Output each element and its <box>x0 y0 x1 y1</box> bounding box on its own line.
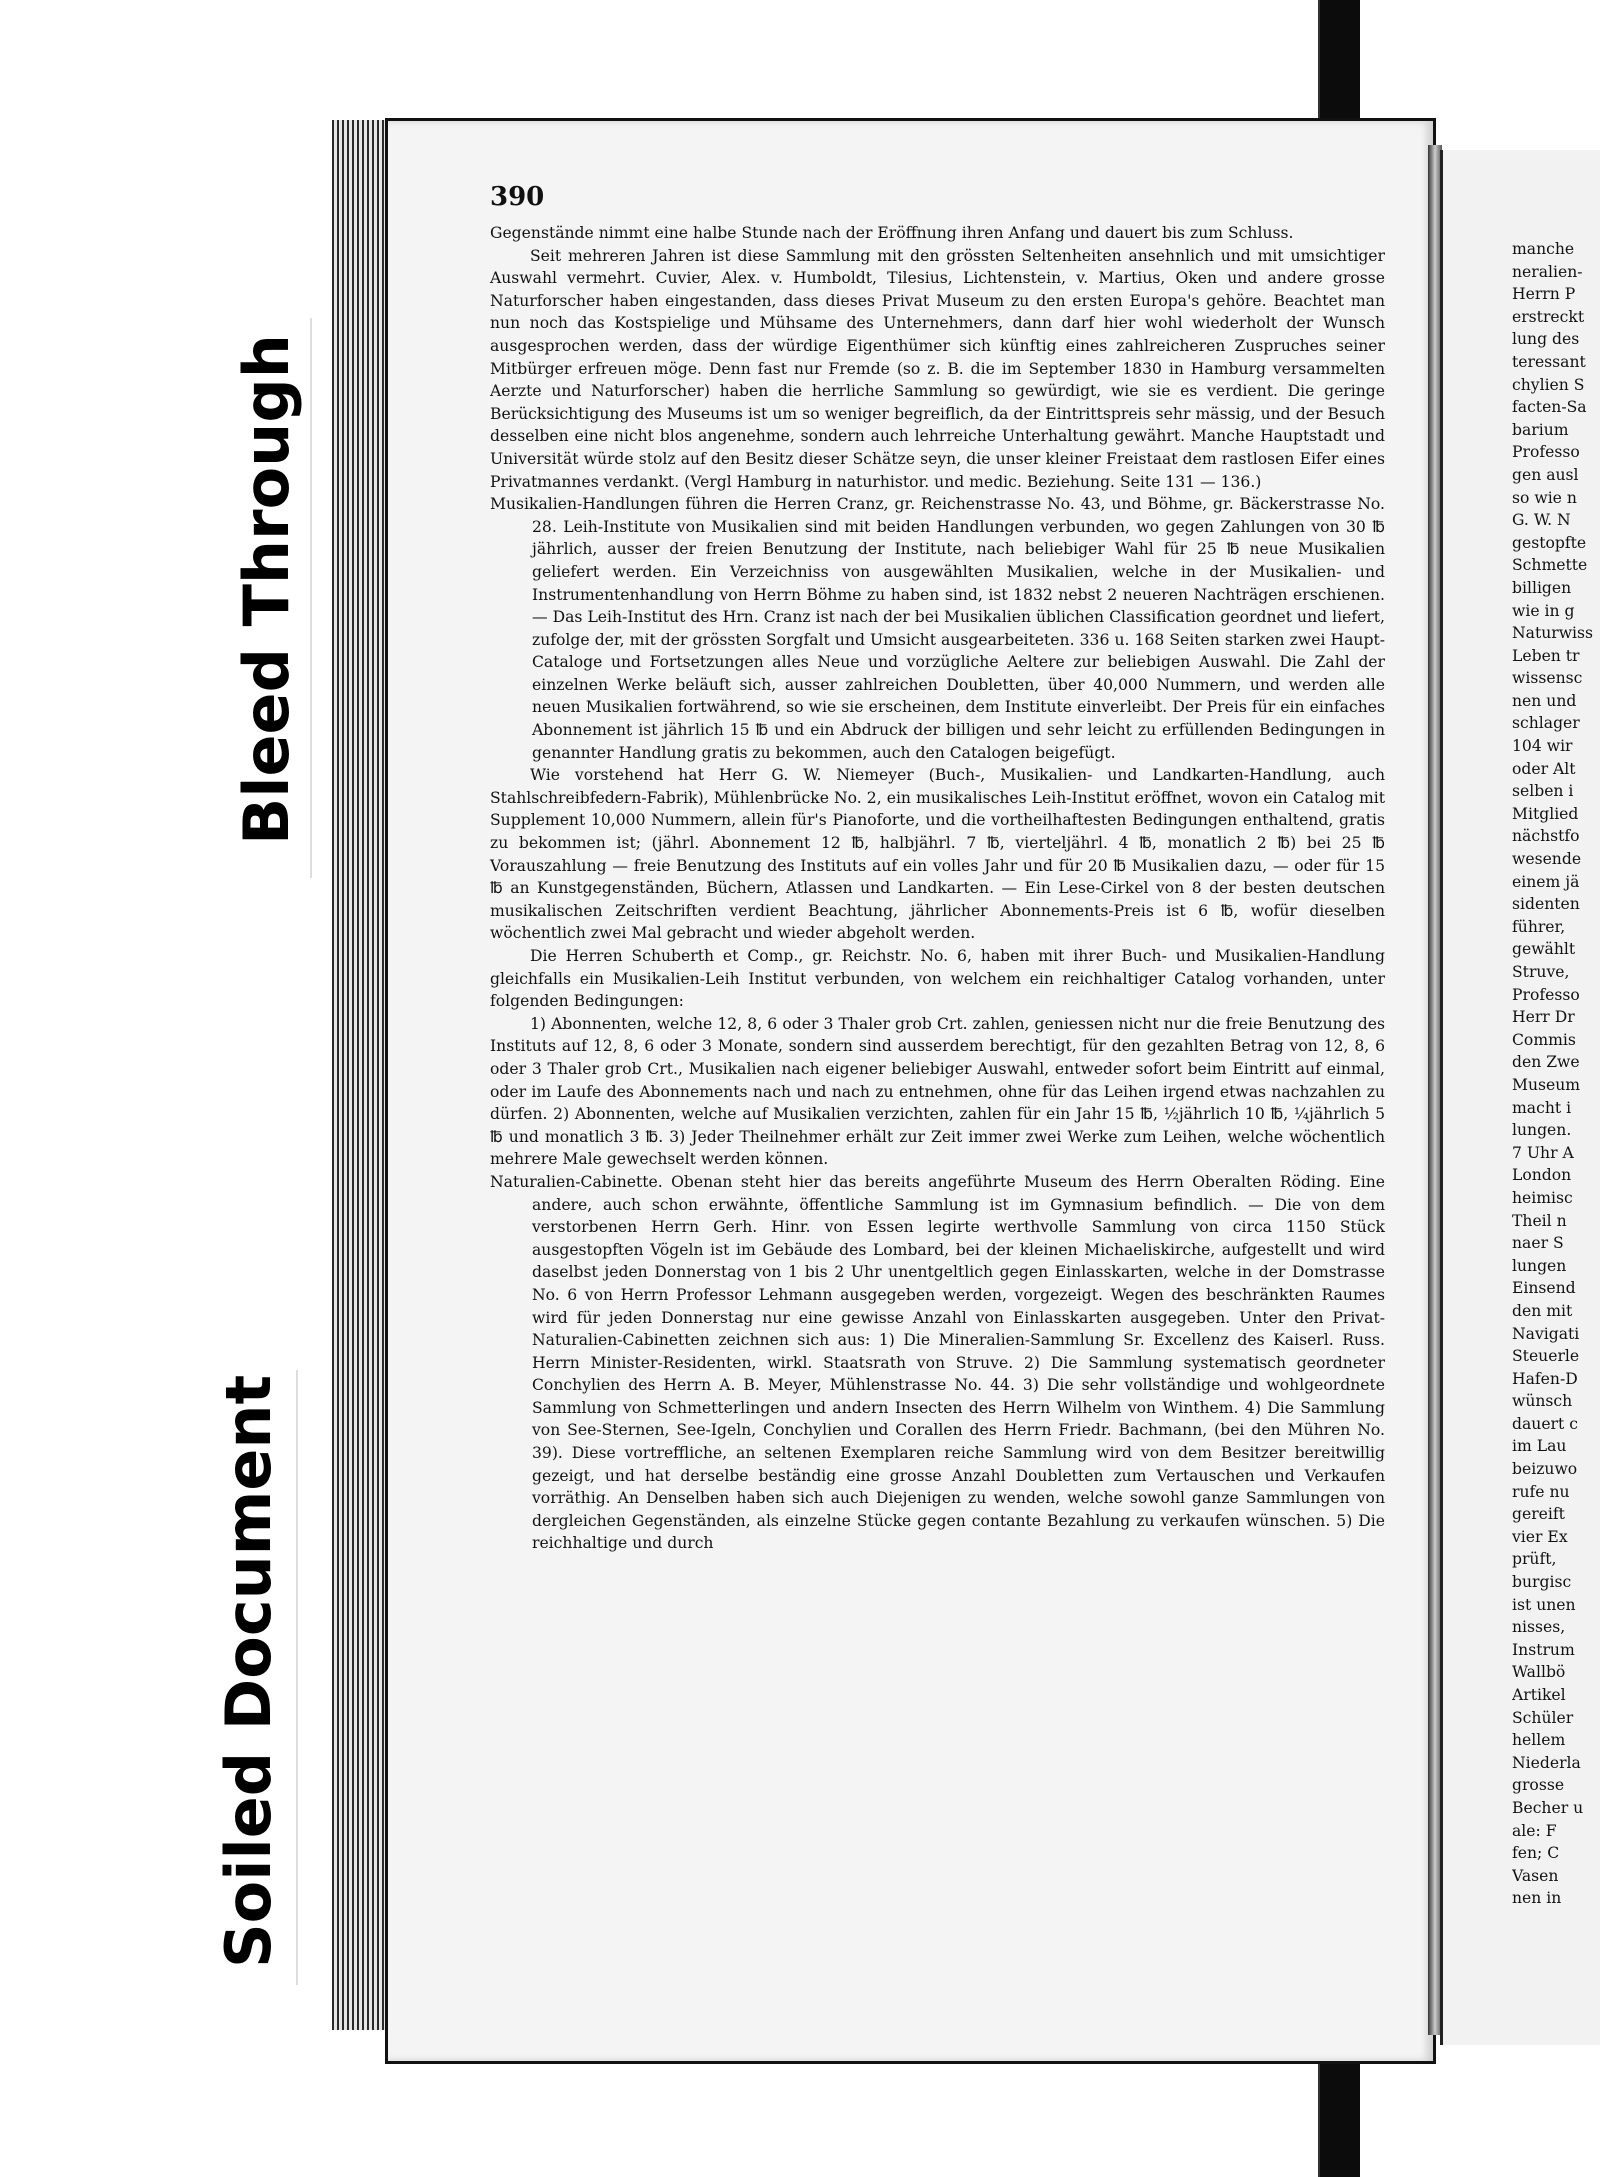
right-page-line: Commis <box>1512 1030 1576 1049</box>
right-page-line: wie in g <box>1512 601 1575 620</box>
right-page-line: vier Ex <box>1512 1527 1568 1546</box>
page-number: 390 <box>490 182 545 212</box>
right-page-line: barium <box>1512 420 1569 439</box>
right-page-line: im Lau <box>1512 1437 1567 1456</box>
right-page-line: oder Alt <box>1512 759 1576 778</box>
right-page-line: fen; C <box>1512 1844 1560 1863</box>
right-page-line: ist unen <box>1512 1595 1576 1614</box>
book-page-edges <box>332 120 390 2030</box>
right-page-line: Vasen <box>1512 1866 1559 1885</box>
right-page-line: nächstfo <box>1512 827 1580 846</box>
right-page-line: nen in <box>1512 1889 1562 1908</box>
right-page-line: heimisc <box>1512 1188 1573 1207</box>
right-page-line: schlager <box>1512 714 1580 733</box>
page-text-column <box>490 222 1385 1555</box>
right-page-line: Steuerle <box>1512 1347 1580 1366</box>
right-page-line: Mitglied <box>1512 804 1579 823</box>
right-page-line: hellem <box>1512 1731 1566 1750</box>
right-page-line: facten-Sa <box>1512 398 1587 417</box>
bleed-through-label: Bleed Through <box>230 334 303 845</box>
right-page-line: rufe nu <box>1512 1482 1570 1501</box>
right-page-line: gestopfte <box>1512 533 1587 552</box>
paragraph: Musikalien-Handlungen führen die Herren Cranz, gr. Reichenstrasse No. 43, und Böhme, gr. Bäckerstrasse No. 28. Leih-Institute von Musikalien sind mit beiden Handlungen verbunden, wo gegen Zahlungen von 30 ℔ jährlich, ausser der freien Benutzung der Institute, nach beliebiger Wahl für 25 ℔ neue Musikalien geliefert werden. Ein Verzeichniss von ausgewählten Musikalien, welche in der Musikalien- und Instrumentenhandlung von Herrn Böhme zu haben sind, ist 1832 nebst 2 neueren Nachträgen erschienen. — Das Leih-Institut des Hrn. Cranz ist nach der bei Musikalien üblichen Classification geordnet und liefert, zufolge der, mit der grössten Sorgfalt und Umsicht ausgearbeiteten. 336 u. 168 Seiten starken zwei Haupt-Cataloge und Fortsetzungen alles Neue und vorzügliche Aeltere zur beliebigen Auswahl. Die Zahl der einzelnen Werke beläuft sich, ausser zahlreichen Doubletten, über 40,000 Nummern, und werden alle neuen Musikalien fortwährend, so wie sie erscheinen, dem Institute einverleibt. Der Preis für ein einfaches Abonnement ist jährlich 15 ℔ und ein Abdruck der billigen und sehr leicht zu erfüllenden Bedingungen in genannter Handlung gratis zu bekommen, auch den Catalogen beigefügt. <box>490 495 1385 762</box>
right-page-line: den mit <box>1512 1301 1573 1320</box>
right-page-line: prüft, <box>1512 1550 1557 1569</box>
right-page-line: Becher u <box>1512 1798 1584 1817</box>
right-page-line: London <box>1512 1166 1572 1185</box>
right-page-line: gewählt <box>1512 940 1576 959</box>
right-page-line: Leben tr <box>1512 646 1580 665</box>
right-page-line: Professo <box>1512 985 1580 1004</box>
right-page-line: sidenten <box>1512 895 1580 914</box>
right-page-line: Naturwiss <box>1512 624 1594 643</box>
right-page-line: wissensc <box>1512 669 1583 688</box>
right-page-line: führer, <box>1512 917 1566 936</box>
right-page-line: gereift <box>1512 1505 1565 1524</box>
right-page-line: Instrum <box>1512 1640 1575 1659</box>
right-page-line: einem jä <box>1512 872 1580 891</box>
right-page-line: nen und <box>1512 691 1577 710</box>
right-page-line: Schmette <box>1512 556 1588 575</box>
right-page-line: lungen <box>1512 1256 1567 1275</box>
right-page-line: Theil n <box>1512 1211 1567 1230</box>
paragraph: Naturalien-Cabinette. Obenan steht hier das bereits angeführte Museum des Herrn Oberalten Röding. Eine andere, auch schon erwähnte, öffentliche Sammlung ist im Gymnasium befindlich. — Die von dem verstorbenen Herrn Gerh. Hinr. von Essen legirte werthvolle Sammlung von circa 1150 Stück ausgestopften Vögeln ist im Gebäude des Lombard, bei der kleinen Michaeliskirche, aufgestellt und wird daselbst jeden Donnerstag von 1 bis 2 Uhr unentgeltlich gegen Einlasskarten, welche in der Domstrasse No. 6 von Herrn Professor Lehmann ausgegeben werden, vorgezeigt. Wegen des beschränkten Raumes wird für jeden Donnerstag nur eine gewisse Anzahl von Einlasskarten ausgegeben. Unter den Privat-Naturalien-Cabinetten zeichnen sich aus: 1) Die Mineralien-Sammlung Sr. Excellenz des Kaiserl. Russ. Herrn Minister-Residenten, wirkl. Staatsrath von Struve. 2) Die Sammlung systematisch geordneter Conchylien des Herrn A. B. Meyer, Mühlenstrasse No. 44. 3) Die sehr vollständige und wohlgeordnete Sammlung von Schmetterlingen und andern Insecten des Herrn Wilhelm von Winthem. 4) Die Sammlung von See-Sternen, See-Igeln, Conchylien und Corallen des Herrn Friedr. Bachmann, (bei den Mühren No. 39). Diese vortreffliche, an seltenen Exemplaren reiche Sammlung wird von dem Besitzer bereitwillig gezeigt, und hat derselbe beständig eine grosse Anzahl Doubletten zum Vertauschen und Verkaufen vorräthig. An Denselben haben sich auch Diejenigen zu wenden, welche sowohl ganze Sammlungen von dergleichen Gegenständen, als einzelne Stücke gegen contante Bezahlung zu verkaufen wünschen. 5) Die reichhaltige und durch <box>490 1172 1385 1553</box>
right-page-line: dauert c <box>1512 1414 1578 1433</box>
right-page-line: 7 Uhr A <box>1512 1143 1574 1162</box>
right-page-line: neralien- <box>1512 262 1583 281</box>
right-page-line: Artikel <box>1512 1686 1566 1704</box>
right-page-text-column <box>1512 238 1600 1910</box>
right-page-line: G. W. N <box>1512 511 1571 530</box>
right-page-line: gen ausl <box>1512 465 1579 484</box>
paragraph: Die Herren Schuberth et Comp., gr. Reichstr. No. 6, haben mit ihrer Buch- und Musikalien-Handlung gleichfalls ein Musikalien-Leih Institut verbunden, von welchem ein reichhaltiger Catalog vorhanden, unter folgenden Bedingungen: <box>490 947 1385 1011</box>
soiled-document-label: Soiled Document <box>212 1374 285 1968</box>
right-page-line: Niederla <box>1512 1753 1581 1772</box>
right-page-line: Herr Dr <box>1512 1008 1575 1027</box>
right-page-line: ale: F <box>1512 1821 1557 1840</box>
right-page-line: Wallbö <box>1512 1663 1566 1682</box>
right-page-line: Museum <box>1512 1075 1581 1094</box>
right-page-line: erstreckt <box>1512 307 1585 326</box>
right-page-line: manche <box>1512 240 1575 258</box>
right-page-line: den Zwe <box>1512 1053 1580 1072</box>
right-page-line: nisses, <box>1512 1618 1566 1637</box>
right-page-line: billigen <box>1512 578 1572 597</box>
right-page-line: so wie n <box>1512 488 1577 507</box>
right-page-line: naer S <box>1512 1234 1564 1253</box>
right-page-line: Struve, <box>1512 963 1570 981</box>
right-page-line: teressant <box>1512 352 1586 371</box>
right-page-line: lung des <box>1512 330 1580 349</box>
right-page-line: selben i <box>1512 782 1574 801</box>
paragraph: Wie vorstehend hat Herr G. W. Niemeyer (Buch-, Musikalien- und Landkarten-Handlung, auch Stahlschreibfedern-Fabrik), Mühlenbrücke No. 2, ein musikalisches Leih-Institut eröffnet, wovon ein Catalog mit Supplement 10,000 Nummern, allein für's Pianoforte, und die vortheilhaftesten Bedingungen enthaltend, gratis zu bekommen ist; (jährl. Abonnement 12 ℔, halbjährl. 7 ℔, vierteljährl. 4 ℔, monatlich 2 ℔) bei 25 ℔ Vorauszahlung — freie Benutzung des Instituts auf ein volles Jahr und für 20 ℔ Musikalien dazu, — oder für 15 ℔ an Kunstgegenständen, Büchern, Atlassen und Landkarten. — Ein Lese-Cirkel von 8 der besten deutschen musikalischen Zeitschriften verdient Beachtung, jährlicher Abonnements-Preis ist 6 ℔, wofür dieselben wöchentlich zwei Mal gebracht und wieder abgeholt werden. <box>490 766 1385 943</box>
right-page-line: Professo <box>1512 443 1580 462</box>
right-page-line: beizuwo <box>1512 1460 1578 1479</box>
right-page-line: grosse <box>1512 1776 1565 1795</box>
right-page-line: wesende <box>1512 850 1582 869</box>
paragraph: 1) Abonnenten, welche 12, 8, 6 oder 3 Thaler grob Crt. zahlen, geniessen nicht nur die freie Benutzung des Instituts auf 12, 8, 6 oder 3 Monate, sondern sind ausserdem berechtigt, für den gezahlten Betrag von 12, 8, 6 oder 3 Thaler grob Crt., Musikalien nach eigener beliebiger Auswahl, entweder sofort beim Eintritt auf einmal, oder im Laufe des Abonnements nach und nach zu entnehmen, ohne für das Leihen irgend etwas nachzahlen zu dürfen. 2) Abonnenten, welche auf Musikalien verzichten, zahlen für ein Jahr 15 ℔, ½jährlich 10 ℔, ¼jährlich 5 ℔ und monatlich 3 ℔. 3) Jeder Theilnehmer erhält zur Zeit immer zwei Werke zum Leihen, welche wöchentlich mehrere Male gewechselt werden können. <box>490 1014 1385 1169</box>
right-page-line: wünsch <box>1512 1392 1573 1411</box>
paragraph: Seit mehreren Jahren ist diese Sammlung mit den grössten Seltenheiten ansehnlich und mit umsichtiger Auswahl vermehrt. Cuvier, Alex. v. Humboldt, Tilesius, Lichtenstein, v. Martius, Oken und andere grosse Naturforscher haben eingestanden, dass dieses Privat Museum zu den ersten Europa's gehöre. Beachtet man nun noch das Kostspielige und Mühsame des Unternehmers, dann darf hier wohl wiederholt der Wunsch ausgesprochen werden, dass der würdige Eigenthümer sich künftig eines zahlreicheren Zuspruches seiner Mitbürger erfreuen möge. Denn fast nur Fremde (so z. B. die im September 1830 in Hamburg versammelten Aerzte und Naturforscher) haben die herrliche Sammlung so gewürdigt, wie sie es verdient. Die geringe Berücksichtigung des Museums ist um so weniger begreiflich, da der Eintrittspreis sehr mässig, und der Besuch desselben eine nicht blos angenehme, sondern auch lehrreiche Unterhaltung gewährt. Manche Hauptstadt und Universität würde stolz auf den Besitz dieser Schätze seyn, die unser kleiner Freistaat dem rastlosen Eifer eines Privatmannes verdankt. (Vergl Hamburg in naturhistor. und medic. Beziehung. Seite 131 — 136.) <box>490 246 1385 491</box>
right-page-line: Einsend <box>1512 1279 1576 1298</box>
right-page-line: lungen. <box>1512 1121 1572 1140</box>
right-page-line: chylien S <box>1512 375 1585 394</box>
right-page-line: Hafen-D <box>1512 1369 1578 1388</box>
right-page-line: Herrn P <box>1512 285 1576 304</box>
right-page-line: 104 wir <box>1512 737 1573 756</box>
right-page-line: macht i <box>1512 1098 1572 1117</box>
right-page-line: burgisc <box>1512 1573 1572 1592</box>
paragraph: Gegenstände nimmt eine halbe Stunde nach der Eröffnung ihren Anfang und dauert bis zum Schluss. <box>490 224 1294 242</box>
right-page-line: Schüler <box>1512 1708 1574 1727</box>
right-page-line: Navigati <box>1512 1324 1580 1343</box>
